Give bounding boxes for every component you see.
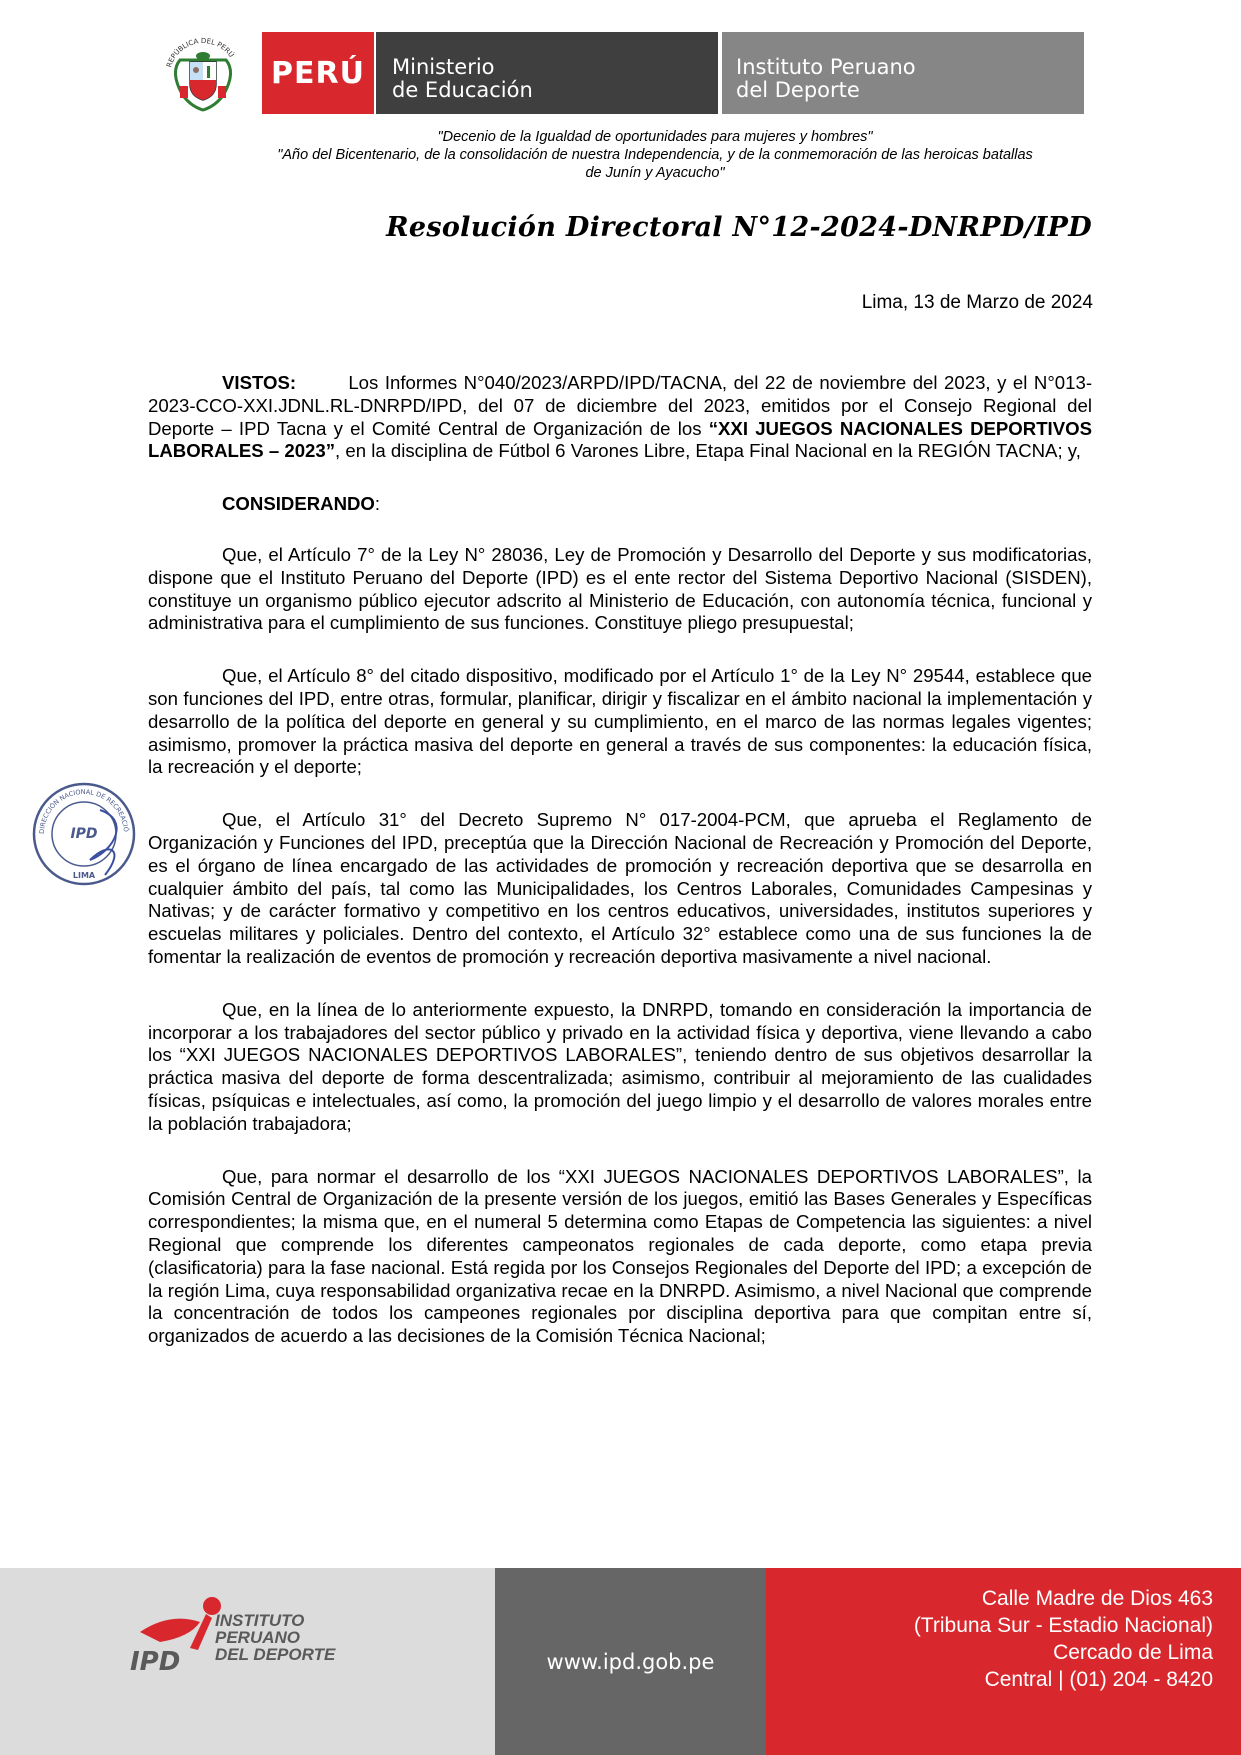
year-slogans [215, 128, 1095, 182]
footer-website: www.ipd.gob.pe [495, 1568, 766, 1755]
vistos-text: Los Informes N°040/2023/ARPD/IPD/TACNA, del 22 de noviembre del 2023, y el N°013-2023-CCO-XXI.JDNL.RL-DNRPD/IPD, del 07 de diciembre del 2023, emitidos por el Consejo Regional del Deporte – IPD Tacna y el Comité Central de Organización de los [148, 372, 1093, 439]
peru-brand: PERÚ [262, 32, 374, 114]
ipd-logo-line3: DEL DEPORTE [215, 1645, 336, 1664]
considerando-colon: : [374, 493, 381, 515]
seal-bottom-text: LIMA [72, 871, 96, 880]
coat-of-arms-icon [160, 32, 246, 118]
slogan-line2: "Año del Bicentenario, de la consolidación de nuestra Independencia, y de la conmemoración de las heroicas batallas [277, 147, 1033, 163]
instituto-line2: del Deporte [736, 78, 860, 102]
ministerio-line1: Ministerio [392, 55, 495, 79]
slogan-line1: "Decenio de la Igualdad de oportunidades para mujeres y hombres" [437, 129, 873, 145]
ipd-logo-abbr: IPD [130, 1647, 181, 1677]
vistos-label: VISTOS: [222, 372, 297, 393]
instituto-brand [722, 32, 1084, 114]
seal-outer-text: DIRECCIÓN NACIONAL DE RECREACIÓ [37, 787, 130, 835]
instituto-line1: Instituto Peruano [736, 55, 916, 79]
resolution-title: Resolución Directoral N°12-2024-DNRPD/IPD [386, 212, 1092, 243]
ipd-logo-line2: PERUANO [215, 1628, 301, 1647]
footer-address [766, 1568, 1241, 1755]
document-body [148, 372, 1092, 1378]
coat-of-arms-text: REPÚBLICA DEL PERÚ [165, 36, 236, 69]
address-line1: Calle Madre de Dios 463 [981, 1587, 1213, 1610]
seal-center-text: IPD [70, 826, 98, 842]
paragraph-4: Que, en la línea de lo anteriormente expuesto, la DNRPD, tomando en consideración la importancia de incorporar a los trabajadores del sector público y privado en la actividad física y deportiva, viene llevando a cabo los “XXI JUEGOS NACIONALES DEPORTIVOS LABORALES”, teniendo dentro de sus objetivos desarrollar la práctica masiva del deporte de forma descentralizada; asimismo, contribuir al mejoramiento de las cualidades físicas, psíquicas e intelectuales, así como, la promoción del juego limpio y el desarrollo de valores morales entre la población trabajadora; [148, 998, 1092, 1134]
paragraph-3: Que, el Artículo 31° del Decreto Supremo N° 017-2004-PCM, que aprueba el Reglamento de Organización y Funciones del IPD, preceptúa que la Dirección Nacional de Recreación y Promoción del Deporte, es el órgano de línea encargado de las actividades de promoción y recreación deportiva que se desarrolla en cualquier ámbito del país, tal como las Municipalidades, los Centros Laborales, Comunidades Campesinas y Nativas; y de carácter formativo y competitivo en los centros educativos, universidades, institutos superiores y escuelas militares y policiales. Dentro del contexto, el Artículo 32° establece como una de sus funciones la de fomentar la realización de eventos de promoción y recreación deportiva masivamente a nivel nacional. [148, 809, 1092, 967]
address-line2: (Tribuna Sur - Estadio Nacional) [913, 1614, 1213, 1637]
address-line4: Central | (01) 204 - 8420 [984, 1668, 1213, 1691]
vistos-text-end: , en la disciplina de Fútbol 6 Varones Libre, Etapa Final Nacional en la REGIÓN TACNA; y, [335, 440, 1081, 462]
paragraph-1: Que, el Artículo 7° de la Ley N° 28036, Ley de Promoción y Desarrollo del Deporte y sus modificatorias, dispone que el Instituto Peruano del Deporte (IPD) es el ente rector del Sistema Deportivo Nacional (SISDEN), constituye un organismo público ejecutor adscrito al Ministerio de Educación, con autonomía técnica, funcional y administrativa para el cumplimiento de sus funciones. Constituye pliego presupuestal; [148, 543, 1092, 634]
ipd-logo-text [215, 1612, 335, 1663]
considerando-heading [148, 493, 1092, 516]
ipd-logo-line1: INSTITUTO [215, 1611, 305, 1630]
paragraph-2: Que, el Artículo 8° del citado dispositivo, modificado por el Artículo 1° de la Ley N° 29544, establece que son funciones del IPD, entre otras, formular, planificar, dirigir y fiscalizar en el ámbito nacional la implementación y desarrollo de la política del deporte en general y su cumplimiento, en el marco de las normas legales vigentes; asimismo, promover la práctica masiva del deporte en general a través de sus componentes: la educación física, la recreación y el deporte; [148, 665, 1092, 778]
considerando-label: CONSIDERANDO [222, 493, 375, 515]
official-seal [30, 780, 138, 888]
paragraph-5: Que, para normar el desarrollo de los “XXI JUEGOS NACIONALES DEPORTIVOS LABORALES”, la Comisión Central de Organización de la presente versión de los juegos, emitió las Bases Generales y Específicas correspondientes; la misma que, en el numeral 5 determina como Etapas de Competencia las siguientes: a nivel Regional que comprende los diferentes campeonatos regionales de cada deporte, como etapa previa (clasificatoria) para la fase nacional. Está regida por los Consejos Regionales del Deporte del IPD; a excepción de la región Lima, cuya responsabilidad organizativa recae en la DNRPD. Asimismo, a nivel Nacional que comprende la concentración de todos los campeones regionales por disciplina deportiva para que compitan entre sí, organizados de acuerdo a las decisiones de la Comisión Técnica Nacional; [148, 1165, 1092, 1347]
address-line3: Cercado de Lima [1053, 1641, 1213, 1664]
vistos-paragraph [148, 372, 1092, 463]
slogan-line3: de Junín y Ayacucho" [585, 165, 725, 181]
ministerio-brand [376, 32, 718, 114]
ministerio-line2: de Educación [392, 78, 533, 102]
vistos-bold: “XXI JUEGOS NACIONALES DEPORTIVOS LABORALES – 2023” [148, 417, 1092, 462]
document-date: Lima, 13 de Marzo de 2024 [861, 292, 1093, 313]
